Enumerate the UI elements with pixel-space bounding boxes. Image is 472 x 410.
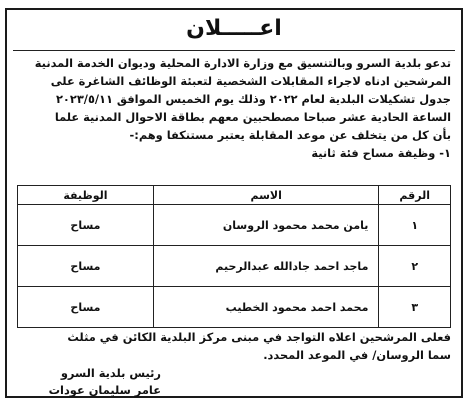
notice-title: اعـــــلان xyxy=(186,16,282,41)
intro-line: بأن كل من يتخلف عن موعد المقابلة يعتبر مستنكفا وهم:- xyxy=(129,128,451,142)
candidates-table xyxy=(17,185,451,328)
row-number: ٢ xyxy=(379,246,451,287)
closing-line: فعلى المرشحين اعلاه التواجد في مبنى مركز البلدية الكائن في مثلث xyxy=(67,330,451,344)
intro-line: جدول تشكيلات البلدية لعام ٢٠٢٢ وذلك يوم الخميس الموافق ٢٠٢٣/٥/١١ xyxy=(55,92,451,106)
table-header-row xyxy=(18,186,451,205)
row-number: ٣ xyxy=(379,287,451,328)
notice-closing xyxy=(17,328,451,364)
notice-frame xyxy=(5,8,463,398)
row-number: ١ xyxy=(379,205,451,246)
table-row xyxy=(18,205,451,246)
signature-title: رئيس بلدية السرو xyxy=(60,366,161,380)
header-job: الوظيفة xyxy=(18,186,154,205)
intro-line: المرشحين ادناه لاجراء المقابلات الشخصية لتعبئة الوظائف الشاغرة على xyxy=(50,74,451,88)
header-name: الاسم xyxy=(153,186,378,205)
row-name: ماجد احمد جادالله عبدالرحيم xyxy=(153,246,378,287)
closing-line: سما الروسان/ في الموعد المحدد. xyxy=(263,348,451,362)
row-job: مساح xyxy=(18,246,154,287)
title-divider xyxy=(13,50,455,51)
signature-name: عامر سليمان عودات xyxy=(48,383,161,397)
intro-line: تدعو بلدية السرو وبالتنسيق مع وزارة الادارة المحلية وديوان الخدمة المدنية xyxy=(34,56,451,70)
header-number: الرقم xyxy=(379,186,451,205)
row-name: يامن محمد محمود الروسان xyxy=(153,205,378,246)
table-row xyxy=(18,246,451,287)
intro-line: الساعة الحادية عشر صباحا مصطحبين معهم بطاقة الاحوال المدنية علما xyxy=(54,110,451,124)
table-row xyxy=(18,287,451,328)
signature-block xyxy=(49,365,161,399)
job-heading: ١- وظيفة مساح فئة ثانية xyxy=(311,146,451,160)
row-name: محمد احمد محمود الخطيب xyxy=(153,287,378,328)
notice-intro xyxy=(17,54,451,162)
row-job: مساح xyxy=(18,287,154,328)
row-job: مساح xyxy=(18,205,154,246)
